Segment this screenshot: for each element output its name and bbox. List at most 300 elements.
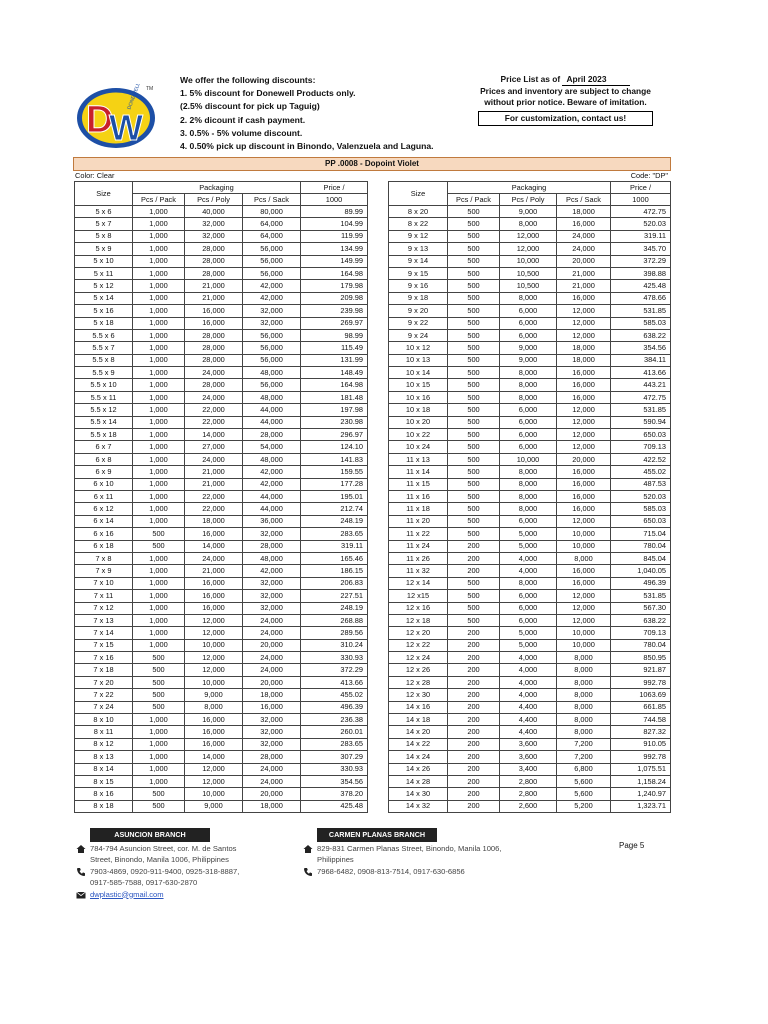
svg-text:W: W: [109, 107, 143, 148]
size-cell: 7 x 18: [75, 664, 133, 676]
poly-cell: 4,400: [500, 701, 557, 713]
pack-cell: 1,000: [133, 775, 185, 787]
size-cell: 9 x 14: [389, 255, 448, 267]
price-cell: 910.05: [611, 738, 671, 750]
pack-header: Pcs / Pack: [448, 194, 500, 206]
price-cell: 487.53: [611, 478, 671, 490]
price-cell: 520.03: [611, 490, 671, 502]
size-cell: 5 x 7: [75, 218, 133, 230]
poly-cell: 12,000: [185, 627, 243, 639]
price-cell: 197.98: [301, 404, 368, 416]
table-row: [75, 689, 368, 701]
table-row: [75, 738, 368, 750]
poly-cell: 21,000: [185, 292, 243, 304]
pack-cell: 1,000: [133, 230, 185, 242]
pack-cell: 500: [448, 404, 500, 416]
pack-cell: 500: [133, 689, 185, 701]
poly-cell: 9,000: [185, 800, 243, 812]
poly-cell: 2,800: [500, 788, 557, 800]
price-cell: 179.98: [301, 280, 368, 292]
table-row: [75, 676, 368, 688]
price-cell: 131.99: [301, 354, 368, 366]
poly-cell: 10,500: [500, 280, 557, 292]
price-cell: 141.83: [301, 453, 368, 465]
svg-text:DONEWELL: DONEWELL: [126, 84, 142, 111]
table-row: [389, 218, 671, 230]
price-cell: 827.32: [611, 726, 671, 738]
poly-cell: 10,000: [185, 639, 243, 651]
size-cell: 6 x 12: [75, 503, 133, 515]
size-cell: 5 x 6: [75, 206, 133, 218]
price-cell: 206.83: [301, 577, 368, 589]
price-cell: 177.28: [301, 478, 368, 490]
table-row: [75, 218, 368, 230]
price-cell: 186.15: [301, 565, 368, 577]
poly-cell: 4,000: [500, 565, 557, 577]
table-row: [75, 540, 368, 552]
table-row: [75, 788, 368, 800]
sack-cell: 5,600: [557, 788, 611, 800]
table-row: [75, 751, 368, 763]
discount-line: We offer the following discounts:: [180, 75, 316, 85]
size-cell: 5 x 18: [75, 317, 133, 329]
poly-cell: 32,000: [185, 218, 243, 230]
poly-cell: 21,000: [185, 280, 243, 292]
size-cell: 5.5 x 12: [75, 404, 133, 416]
poly-cell: 6,000: [500, 614, 557, 626]
price-cell: 378.20: [301, 788, 368, 800]
price-cell: 1,075.51: [611, 763, 671, 775]
size-cell: 11 x 15: [389, 478, 448, 490]
sack-cell: 16,000: [557, 466, 611, 478]
pack-cell: 500: [448, 342, 500, 354]
sack-cell: 32,000: [243, 577, 301, 589]
table-row: [389, 602, 671, 614]
poly-cell: 12,000: [500, 243, 557, 255]
price-list-label: Price List as of: [500, 74, 561, 84]
sack-cell: 12,000: [557, 515, 611, 527]
price-cell: 650.03: [611, 429, 671, 441]
table-row: [75, 478, 368, 490]
price-table-right: [388, 181, 671, 813]
size-header: Size: [75, 182, 133, 206]
price-unit-header: 1000: [301, 194, 368, 206]
table-row: [75, 565, 368, 577]
asuncion-address-2: Street, Binondo, Manila 1006, Philippines: [90, 855, 229, 864]
table-row: [389, 342, 671, 354]
page-number: Page 5: [619, 841, 645, 850]
poly-cell: 12,000: [185, 664, 243, 676]
price-cell: 296.97: [301, 429, 368, 441]
price-cell: 413.66: [611, 367, 671, 379]
price-cell: 148.49: [301, 367, 368, 379]
sack-cell: 56,000: [243, 379, 301, 391]
pack-cell: 500: [448, 515, 500, 527]
poly-cell: 5,000: [500, 639, 557, 651]
price-cell: 354.56: [301, 775, 368, 787]
sack-cell: 16,000: [557, 490, 611, 502]
sack-cell: 56,000: [243, 329, 301, 341]
pack-cell: 200: [448, 726, 500, 738]
poly-cell: 24,000: [185, 453, 243, 465]
asuncion-phone-1: 7903-4869, 0920-911-9400, 0925-318-8887,: [90, 866, 240, 876]
table-row: [75, 230, 368, 242]
size-cell: 12 x 22: [389, 639, 448, 651]
price-cell: 780.04: [611, 639, 671, 651]
table-row: [389, 540, 671, 552]
table-row: [75, 292, 368, 304]
table-row: [75, 305, 368, 317]
sack-cell: 16,000: [557, 379, 611, 391]
size-cell: 7 x 15: [75, 639, 133, 651]
table-row: [389, 503, 671, 515]
pack-cell: 1,000: [133, 342, 185, 354]
pack-cell: 500: [448, 466, 500, 478]
poly-cell: 8,000: [500, 367, 557, 379]
price-cell: 319.11: [301, 540, 368, 552]
poly-cell: 4,400: [500, 726, 557, 738]
pack-cell: 1,000: [133, 515, 185, 527]
price-cell: 330.93: [301, 652, 368, 664]
price-cell: 425.48: [611, 280, 671, 292]
pack-cell: 500: [448, 379, 500, 391]
poly-cell: 28,000: [185, 354, 243, 366]
size-cell: 11 x 24: [389, 540, 448, 552]
poly-cell: 22,000: [185, 490, 243, 502]
price-cell: 1,240.97: [611, 788, 671, 800]
poly-cell: 22,000: [185, 416, 243, 428]
poly-cell: 6,000: [500, 441, 557, 453]
pack-cell: 1,000: [133, 267, 185, 279]
poly-cell: 3,600: [500, 738, 557, 750]
pack-cell: 500: [448, 528, 500, 540]
pack-cell: 1,000: [133, 391, 185, 403]
pack-cell: 500: [133, 540, 185, 552]
size-cell: 14 x 22: [389, 738, 448, 750]
poly-cell: 4,000: [500, 689, 557, 701]
size-cell: 14 x 16: [389, 701, 448, 713]
size-cell: 10 x 16: [389, 391, 448, 403]
table-row: [389, 305, 671, 317]
table-row: [389, 230, 671, 242]
size-cell: 14 x 28: [389, 775, 448, 787]
pack-cell: 1,000: [133, 714, 185, 726]
table-row: [389, 391, 671, 403]
poly-cell: 9,000: [500, 342, 557, 354]
poly-cell: 9,000: [500, 354, 557, 366]
price-table-left: [74, 181, 368, 813]
table-row: [75, 441, 368, 453]
table-row: [75, 342, 368, 354]
sack-cell: 44,000: [243, 503, 301, 515]
size-cell: 7 x 13: [75, 614, 133, 626]
pack-cell: 1,000: [133, 218, 185, 230]
poly-cell: 6,000: [500, 305, 557, 317]
sack-cell: 32,000: [243, 317, 301, 329]
sack-cell: 10,000: [557, 540, 611, 552]
poly-cell: 8,000: [500, 292, 557, 304]
pack-cell: 500: [133, 664, 185, 676]
asuncion-branch-label: ASUNCION BRANCH: [90, 828, 210, 842]
sack-cell: 8,000: [557, 676, 611, 688]
size-cell: 6 x 14: [75, 515, 133, 527]
pack-header: Pcs / Pack: [133, 194, 185, 206]
size-cell: 9 x 20: [389, 305, 448, 317]
size-cell: 11 x 13: [389, 453, 448, 465]
pack-cell: 500: [448, 280, 500, 292]
price-cell: 398.88: [611, 267, 671, 279]
size-cell: 6 x 7: [75, 441, 133, 453]
pack-cell: 1,000: [133, 577, 185, 589]
pack-cell: 200: [448, 565, 500, 577]
pack-cell: 200: [448, 664, 500, 676]
poly-cell: 9,000: [185, 689, 243, 701]
size-cell: 9 x 22: [389, 317, 448, 329]
price-cell: 1063.69: [611, 689, 671, 701]
poly-cell: 8,000: [500, 391, 557, 403]
pack-cell: 1,000: [133, 602, 185, 614]
sack-cell: 54,000: [243, 441, 301, 453]
poly-cell: 8,000: [500, 490, 557, 502]
sack-cell: 44,000: [243, 416, 301, 428]
size-cell: 7 x 12: [75, 602, 133, 614]
pack-cell: 1,000: [133, 453, 185, 465]
pack-cell: 1,000: [133, 305, 185, 317]
size-cell: 7 x 16: [75, 652, 133, 664]
size-cell: 12 x 16: [389, 602, 448, 614]
size-cell: 12 x 20: [389, 627, 448, 639]
carmen-planas-branch: [303, 828, 543, 877]
price-cell: 289.56: [301, 627, 368, 639]
table-row: [75, 627, 368, 639]
price-cell: 134.99: [301, 243, 368, 255]
pack-cell: 500: [448, 429, 500, 441]
poly-cell: 3,400: [500, 763, 557, 775]
price-cell: 268.88: [301, 614, 368, 626]
pack-cell: 200: [448, 627, 500, 639]
sack-cell: 24,000: [557, 230, 611, 242]
pack-cell: 1,000: [133, 565, 185, 577]
poly-cell: 24,000: [185, 367, 243, 379]
sack-cell: 56,000: [243, 354, 301, 366]
poly-cell: 6,000: [500, 429, 557, 441]
sack-cell: 42,000: [243, 565, 301, 577]
sack-cell: 12,000: [557, 602, 611, 614]
price-cell: 567.30: [611, 602, 671, 614]
size-cell: 5 x 10: [75, 255, 133, 267]
price-cell: 1,158.24: [611, 775, 671, 787]
sack-cell: 20,000: [557, 453, 611, 465]
poly-header: Pcs / Poly: [185, 194, 243, 206]
size-cell: 5.5 x 8: [75, 354, 133, 366]
price-cell: 472.75: [611, 391, 671, 403]
poly-cell: 28,000: [185, 342, 243, 354]
pack-cell: 1,000: [133, 441, 185, 453]
poly-cell: 40,000: [185, 206, 243, 218]
sack-cell: 56,000: [243, 267, 301, 279]
sack-cell: 42,000: [243, 466, 301, 478]
sack-cell: 28,000: [243, 429, 301, 441]
sack-cell: 6,800: [557, 763, 611, 775]
price-cell: 638.22: [611, 614, 671, 626]
discount-line: (2.5% discount for pick up Taguig): [180, 101, 320, 112]
size-cell: 11 x 18: [389, 503, 448, 515]
table-row: [389, 565, 671, 577]
sack-cell: 10,000: [557, 639, 611, 651]
left-table-body: [75, 206, 368, 813]
size-cell: 5 x 12: [75, 280, 133, 292]
email-link[interactable]: dwplastic@gmail.com: [90, 889, 164, 899]
asuncion-phone-2: 0917-585-7588, 0917-630-2870: [90, 878, 198, 887]
poly-cell: 6,000: [500, 329, 557, 341]
poly-cell: 21,000: [185, 478, 243, 490]
carmen-phone: 7968-6482, 0908-813-7514, 0917-630-6856: [317, 866, 465, 876]
price-cell: 413.66: [301, 676, 368, 688]
sack-cell: 42,000: [243, 280, 301, 292]
sack-cell: 18,000: [243, 800, 301, 812]
pack-cell: 500: [133, 788, 185, 800]
price-header: Price /: [611, 182, 671, 194]
table-row: [75, 590, 368, 602]
table-row: [389, 416, 671, 428]
price-cell: 248.19: [301, 602, 368, 614]
size-cell: 9 x 18: [389, 292, 448, 304]
size-cell: 14 x 30: [389, 788, 448, 800]
price-cell: 422.52: [611, 453, 671, 465]
sack-cell: 32,000: [243, 726, 301, 738]
size-cell: 12 x15: [389, 590, 448, 602]
size-cell: 14 x 18: [389, 714, 448, 726]
sack-cell: 32,000: [243, 528, 301, 540]
poly-cell: 32,000: [185, 230, 243, 242]
phone-icon: [76, 867, 86, 877]
table-row: [389, 738, 671, 750]
poly-cell: 10,000: [500, 255, 557, 267]
price-cell: 283.65: [301, 738, 368, 750]
size-cell: 10 x 22: [389, 429, 448, 441]
price-cell: 89.99: [301, 206, 368, 218]
table-row: [389, 552, 671, 564]
sack-cell: 64,000: [243, 230, 301, 242]
pack-cell: 1,000: [133, 763, 185, 775]
carmen-branch-label: CARMEN PLANAS BRANCH: [317, 828, 437, 842]
poly-cell: 9,000: [500, 206, 557, 218]
pack-cell: 200: [448, 714, 500, 726]
color-label: Color: Clear: [75, 171, 115, 180]
product-banner: PP .0008 - Dopoint Violet: [73, 157, 671, 171]
poly-cell: 5,000: [500, 627, 557, 639]
sack-cell: 28,000: [243, 540, 301, 552]
poly-cell: 16,000: [185, 714, 243, 726]
price-cell: 345.70: [611, 243, 671, 255]
pack-cell: 500: [448, 614, 500, 626]
sack-cell: 36,000: [243, 515, 301, 527]
pack-cell: 1,000: [133, 416, 185, 428]
pack-cell: 1,000: [133, 639, 185, 651]
table-row: [75, 775, 368, 787]
discount-list: [180, 74, 434, 153]
size-cell: 7 x 20: [75, 676, 133, 688]
price-cell: 845.04: [611, 552, 671, 564]
price-cell: 585.03: [611, 503, 671, 515]
sack-cell: 21,000: [557, 280, 611, 292]
sack-cell: 32,000: [243, 714, 301, 726]
sack-cell: 12,000: [557, 329, 611, 341]
price-cell: 531.85: [611, 305, 671, 317]
pack-cell: 1,000: [133, 354, 185, 366]
sack-cell: 18,000: [557, 206, 611, 218]
table-row: [389, 453, 671, 465]
price-cell: 478.66: [611, 292, 671, 304]
price-cell: 164.98: [301, 379, 368, 391]
size-cell: 5 x 8: [75, 230, 133, 242]
table-row: [389, 751, 671, 763]
price-cell: 531.85: [611, 404, 671, 416]
pack-cell: 1,000: [133, 243, 185, 255]
table-row: [75, 726, 368, 738]
size-cell: 14 x 32: [389, 800, 448, 812]
poly-cell: 12,000: [185, 775, 243, 787]
table-row: [75, 243, 368, 255]
home-icon: [76, 844, 86, 854]
size-cell: 9 x 16: [389, 280, 448, 292]
table-row: [75, 429, 368, 441]
price-cell: 227.51: [301, 590, 368, 602]
table-row: [75, 280, 368, 292]
size-cell: 12 x 14: [389, 577, 448, 589]
table-row: [389, 775, 671, 787]
sack-header: Pcs / Sack: [243, 194, 301, 206]
poly-cell: 6,000: [500, 404, 557, 416]
pack-cell: 1,000: [133, 292, 185, 304]
poly-cell: 4,400: [500, 714, 557, 726]
poly-cell: 8,000: [185, 701, 243, 713]
pack-cell: 500: [448, 453, 500, 465]
price-cell: 239.98: [301, 305, 368, 317]
table-row: [389, 267, 671, 279]
size-cell: 14 x 24: [389, 751, 448, 763]
size-cell: 8 x 10: [75, 714, 133, 726]
price-cell: 354.56: [611, 342, 671, 354]
customization-box: For customization, contact us!: [478, 111, 653, 126]
poly-cell: 5,000: [500, 540, 557, 552]
size-cell: 9 x 24: [389, 329, 448, 341]
table-row: [75, 367, 368, 379]
poly-cell: 3,600: [500, 751, 557, 763]
sack-cell: 8,000: [557, 552, 611, 564]
table-row: [75, 602, 368, 614]
poly-cell: 5,000: [500, 528, 557, 540]
poly-cell: 16,000: [185, 317, 243, 329]
size-cell: 6 x 9: [75, 466, 133, 478]
poly-cell: 16,000: [185, 305, 243, 317]
sack-cell: 24,000: [243, 614, 301, 626]
table-row: [389, 701, 671, 713]
sack-cell: 42,000: [243, 292, 301, 304]
sack-header: Pcs / Sack: [557, 194, 611, 206]
table-row: [75, 763, 368, 775]
table-row: [75, 701, 368, 713]
table-row: [389, 280, 671, 292]
poly-cell: 8,000: [500, 466, 557, 478]
table-row: [75, 354, 368, 366]
poly-cell: 14,000: [185, 751, 243, 763]
poly-cell: 4,000: [500, 552, 557, 564]
price-cell: 780.04: [611, 540, 671, 552]
pack-cell: 1,000: [133, 627, 185, 639]
table-row: [389, 292, 671, 304]
pack-cell: 200: [448, 540, 500, 552]
